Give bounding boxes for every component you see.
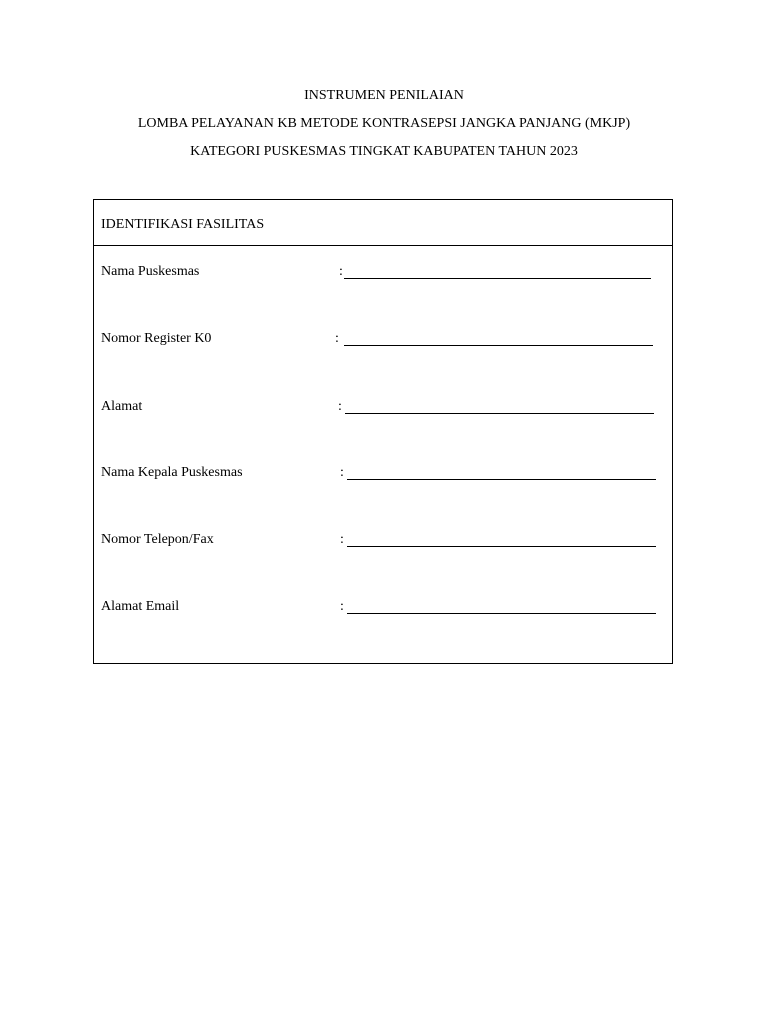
- field-colon: :: [340, 465, 344, 480]
- field-label: Alamat: [101, 399, 143, 414]
- field-colon: :: [340, 599, 344, 614]
- nomor-register-blank[interactable]: [344, 345, 653, 346]
- field-row-alamat: [94, 398, 672, 418]
- facility-identification-form: [93, 199, 673, 664]
- document-subtitle: LOMBA PELAYANAN KB METODE KONTRASEPSI JANGKA PANJANG (MKJP): [137, 116, 631, 131]
- alamat-email-blank[interactable]: [347, 613, 656, 614]
- field-row-nama-kepala: [94, 464, 672, 484]
- nomor-telepon-blank[interactable]: [347, 546, 656, 547]
- document-title: INSTRUMEN PENILAIAN: [304, 88, 464, 103]
- section-header: [94, 200, 672, 246]
- alamat-blank[interactable]: [345, 413, 654, 414]
- nama-kepala-blank[interactable]: [347, 479, 656, 480]
- field-colon: :: [335, 331, 339, 346]
- field-row-nomor-telepon: [94, 531, 672, 551]
- field-colon: :: [339, 264, 343, 279]
- field-colon: :: [340, 532, 344, 547]
- field-row-alamat-email: [94, 598, 672, 618]
- nama-puskesmas-blank[interactable]: [344, 278, 651, 279]
- field-label: Nama Kepala Puskesmas: [101, 465, 243, 480]
- field-label: Alamat Email: [101, 599, 180, 614]
- field-row-nomor-register: [94, 330, 672, 350]
- field-label: Nomor Telepon/Fax: [101, 532, 214, 547]
- field-row-nama-puskesmas: [94, 263, 672, 283]
- field-label: Nama Puskesmas: [101, 264, 200, 279]
- field-colon: :: [338, 399, 342, 414]
- section-title: IDENTIFIKASI FASILITAS: [101, 217, 265, 232]
- field-label: Nomor Register K0: [101, 331, 212, 346]
- document-category: KATEGORI PUSKESMAS TINGKAT KABUPATEN TAHUN 2023: [190, 144, 578, 159]
